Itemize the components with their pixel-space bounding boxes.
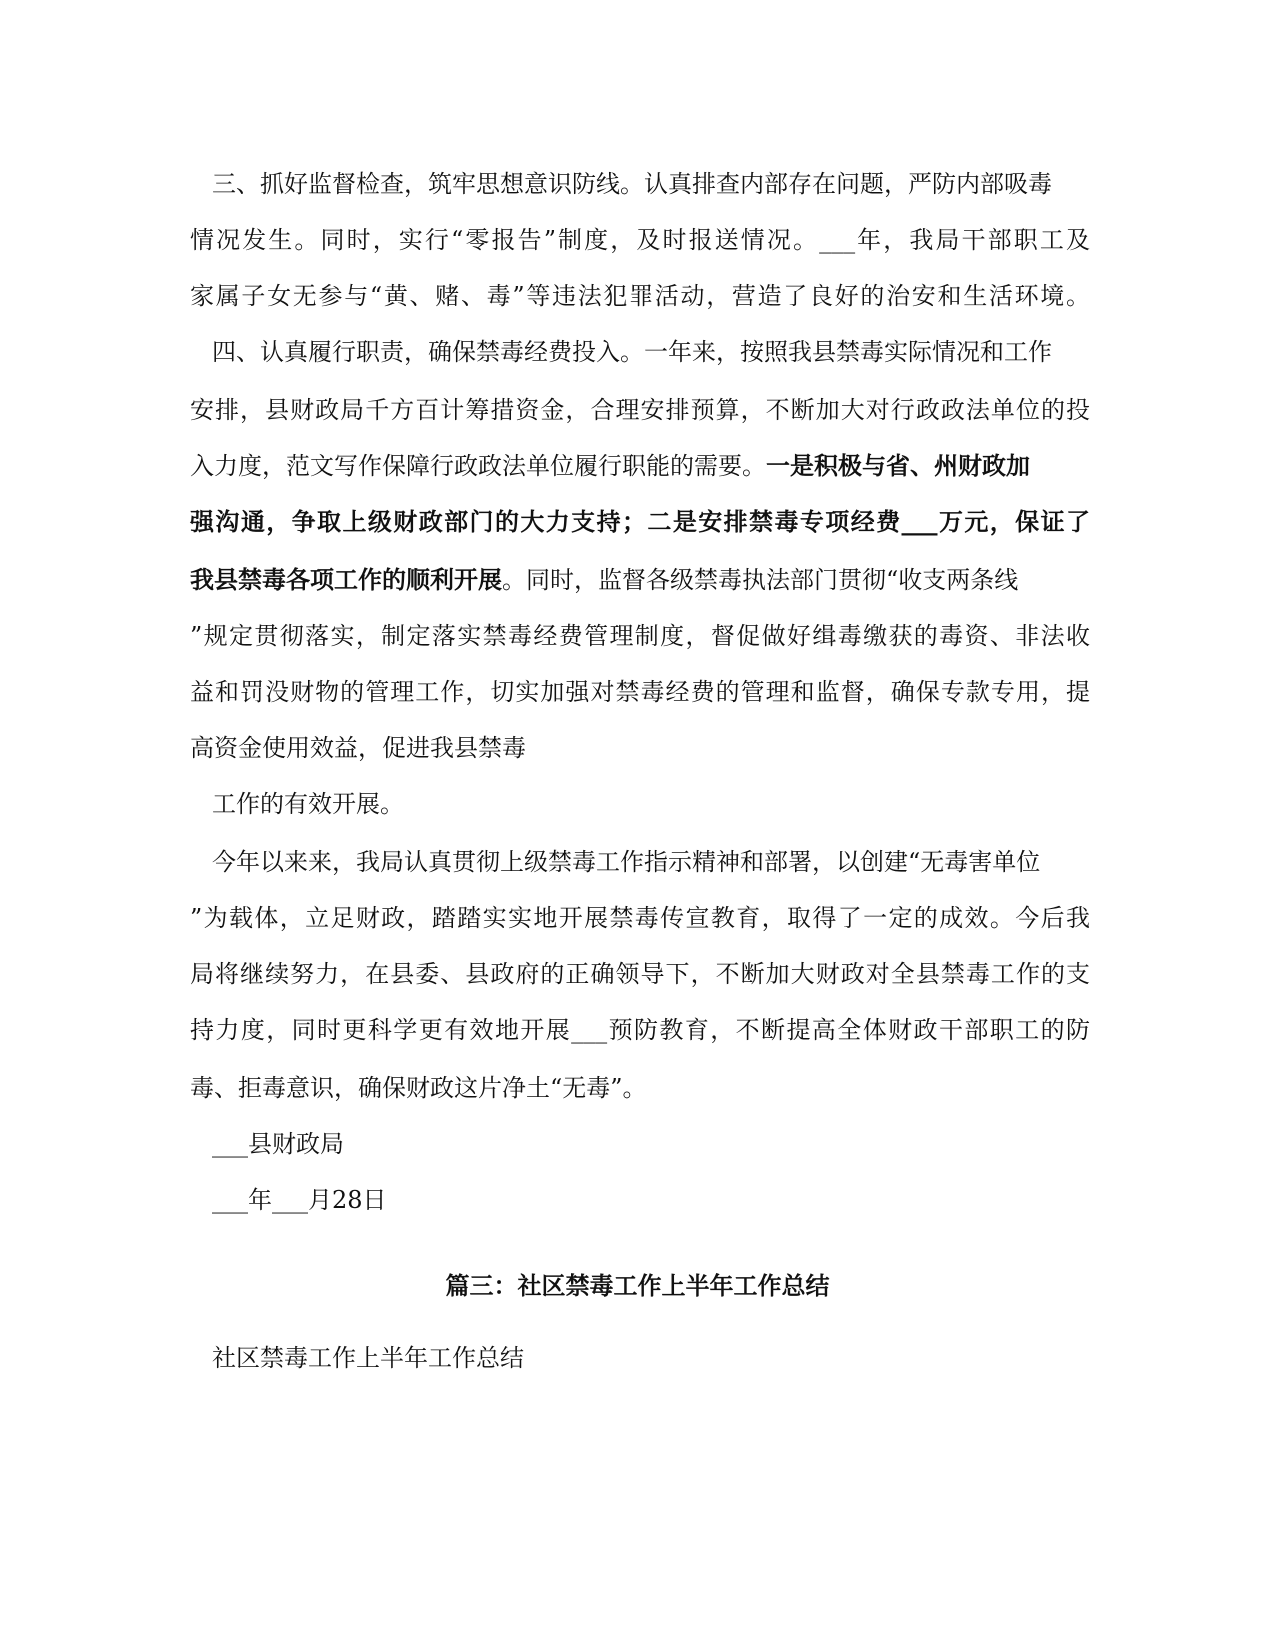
paragraph-4-line-9: 工作的有效开展。 (212, 790, 404, 818)
paragraph-4-line-7: 益和罚没财物的管理工作，切实加强对禁毒经费的管理和监督，确保专款专用，提 (190, 678, 1090, 706)
conclusion-line-4: 持力度，同时更科学更有效地开展___预防教育，不断提高全体财政干部职工的防 (190, 1016, 1090, 1044)
signature-org: ___县财政局 (212, 1130, 344, 1158)
paragraph-4-line-4: 强沟通，争取上级财政部门的大力支持；二是安排禁毒专项经费___万元，保证了 (190, 507, 1090, 536)
paragraph-3-line-2: 情况发生。同时，实行“零报告”制度，及时报送情况。___年，我局干部职工及 (190, 226, 1090, 254)
section-heading: 篇三：社区禁毒工作上半年工作总结 (445, 1271, 830, 1300)
paragraph-4-line-2: 安排，县财政局千方百计筹措资金，合理安排预算，不断加大对行政政法单位的投 (190, 396, 1090, 424)
paragraph-4-line-1: 四、认真履行职责，确保禁毒经费投入。一年来，按照我县禁毒实际情况和工作 (212, 338, 1052, 366)
conclusion-line-3: 局将继续努力，在县委、县政府的正确领导下，不断加大财政对全县禁毒工作的支 (190, 960, 1090, 988)
paragraph-4-line-3-normal: 入力度，范文写作保障行政政法单位履行职能的需要。 (190, 452, 766, 480)
paragraph-4-line-5 (190, 564, 1090, 596)
paragraph-4-line-3 (190, 450, 1090, 482)
paragraph-3-line-3: 家属子女无参与“黄、赌、毒”等违法犯罪活动，营造了良好的治安和生活环境。 (190, 282, 1090, 310)
paragraph-4-line-6: ”规定贯彻落实，制定落实禁毒经费管理制度，督促做好缉毒缴获的毒资、非法收 (190, 622, 1090, 650)
section-intro: 社区禁毒工作上半年工作总结 (212, 1344, 524, 1372)
conclusion-line-1: 今年以来来，我局认真贯彻上级禁毒工作指示精神和部署，以创建“无毒害单位 (212, 848, 1041, 876)
paragraph-3-line-1: 三、抓好监督检查，筑牢思想意识防线。认真排查内部存在问题，严防内部吸毒 (212, 170, 1052, 198)
signature-date: ___年___月28日 (212, 1186, 387, 1214)
conclusion-line-5: 毒、拒毒意识，确保财政这片净土“无毒”。 (190, 1074, 647, 1102)
paragraph-4-line-5-normal: 。同时，监督各级禁毒执法部门贯彻“收支两条线 (502, 566, 1019, 594)
paragraph-4-line-3-bold: 一是积极与省、州财政加 (766, 451, 1030, 480)
paragraph-4-line-5-bold: 我县禁毒各项工作的顺利开展 (190, 565, 502, 594)
paragraph-4-line-8: 高资金使用效益，促进我县禁毒 (190, 734, 526, 762)
conclusion-line-2: ”为载体，立足财政，踏踏实实地开展禁毒传宣教育，取得了一定的成效。今后我 (190, 904, 1090, 932)
